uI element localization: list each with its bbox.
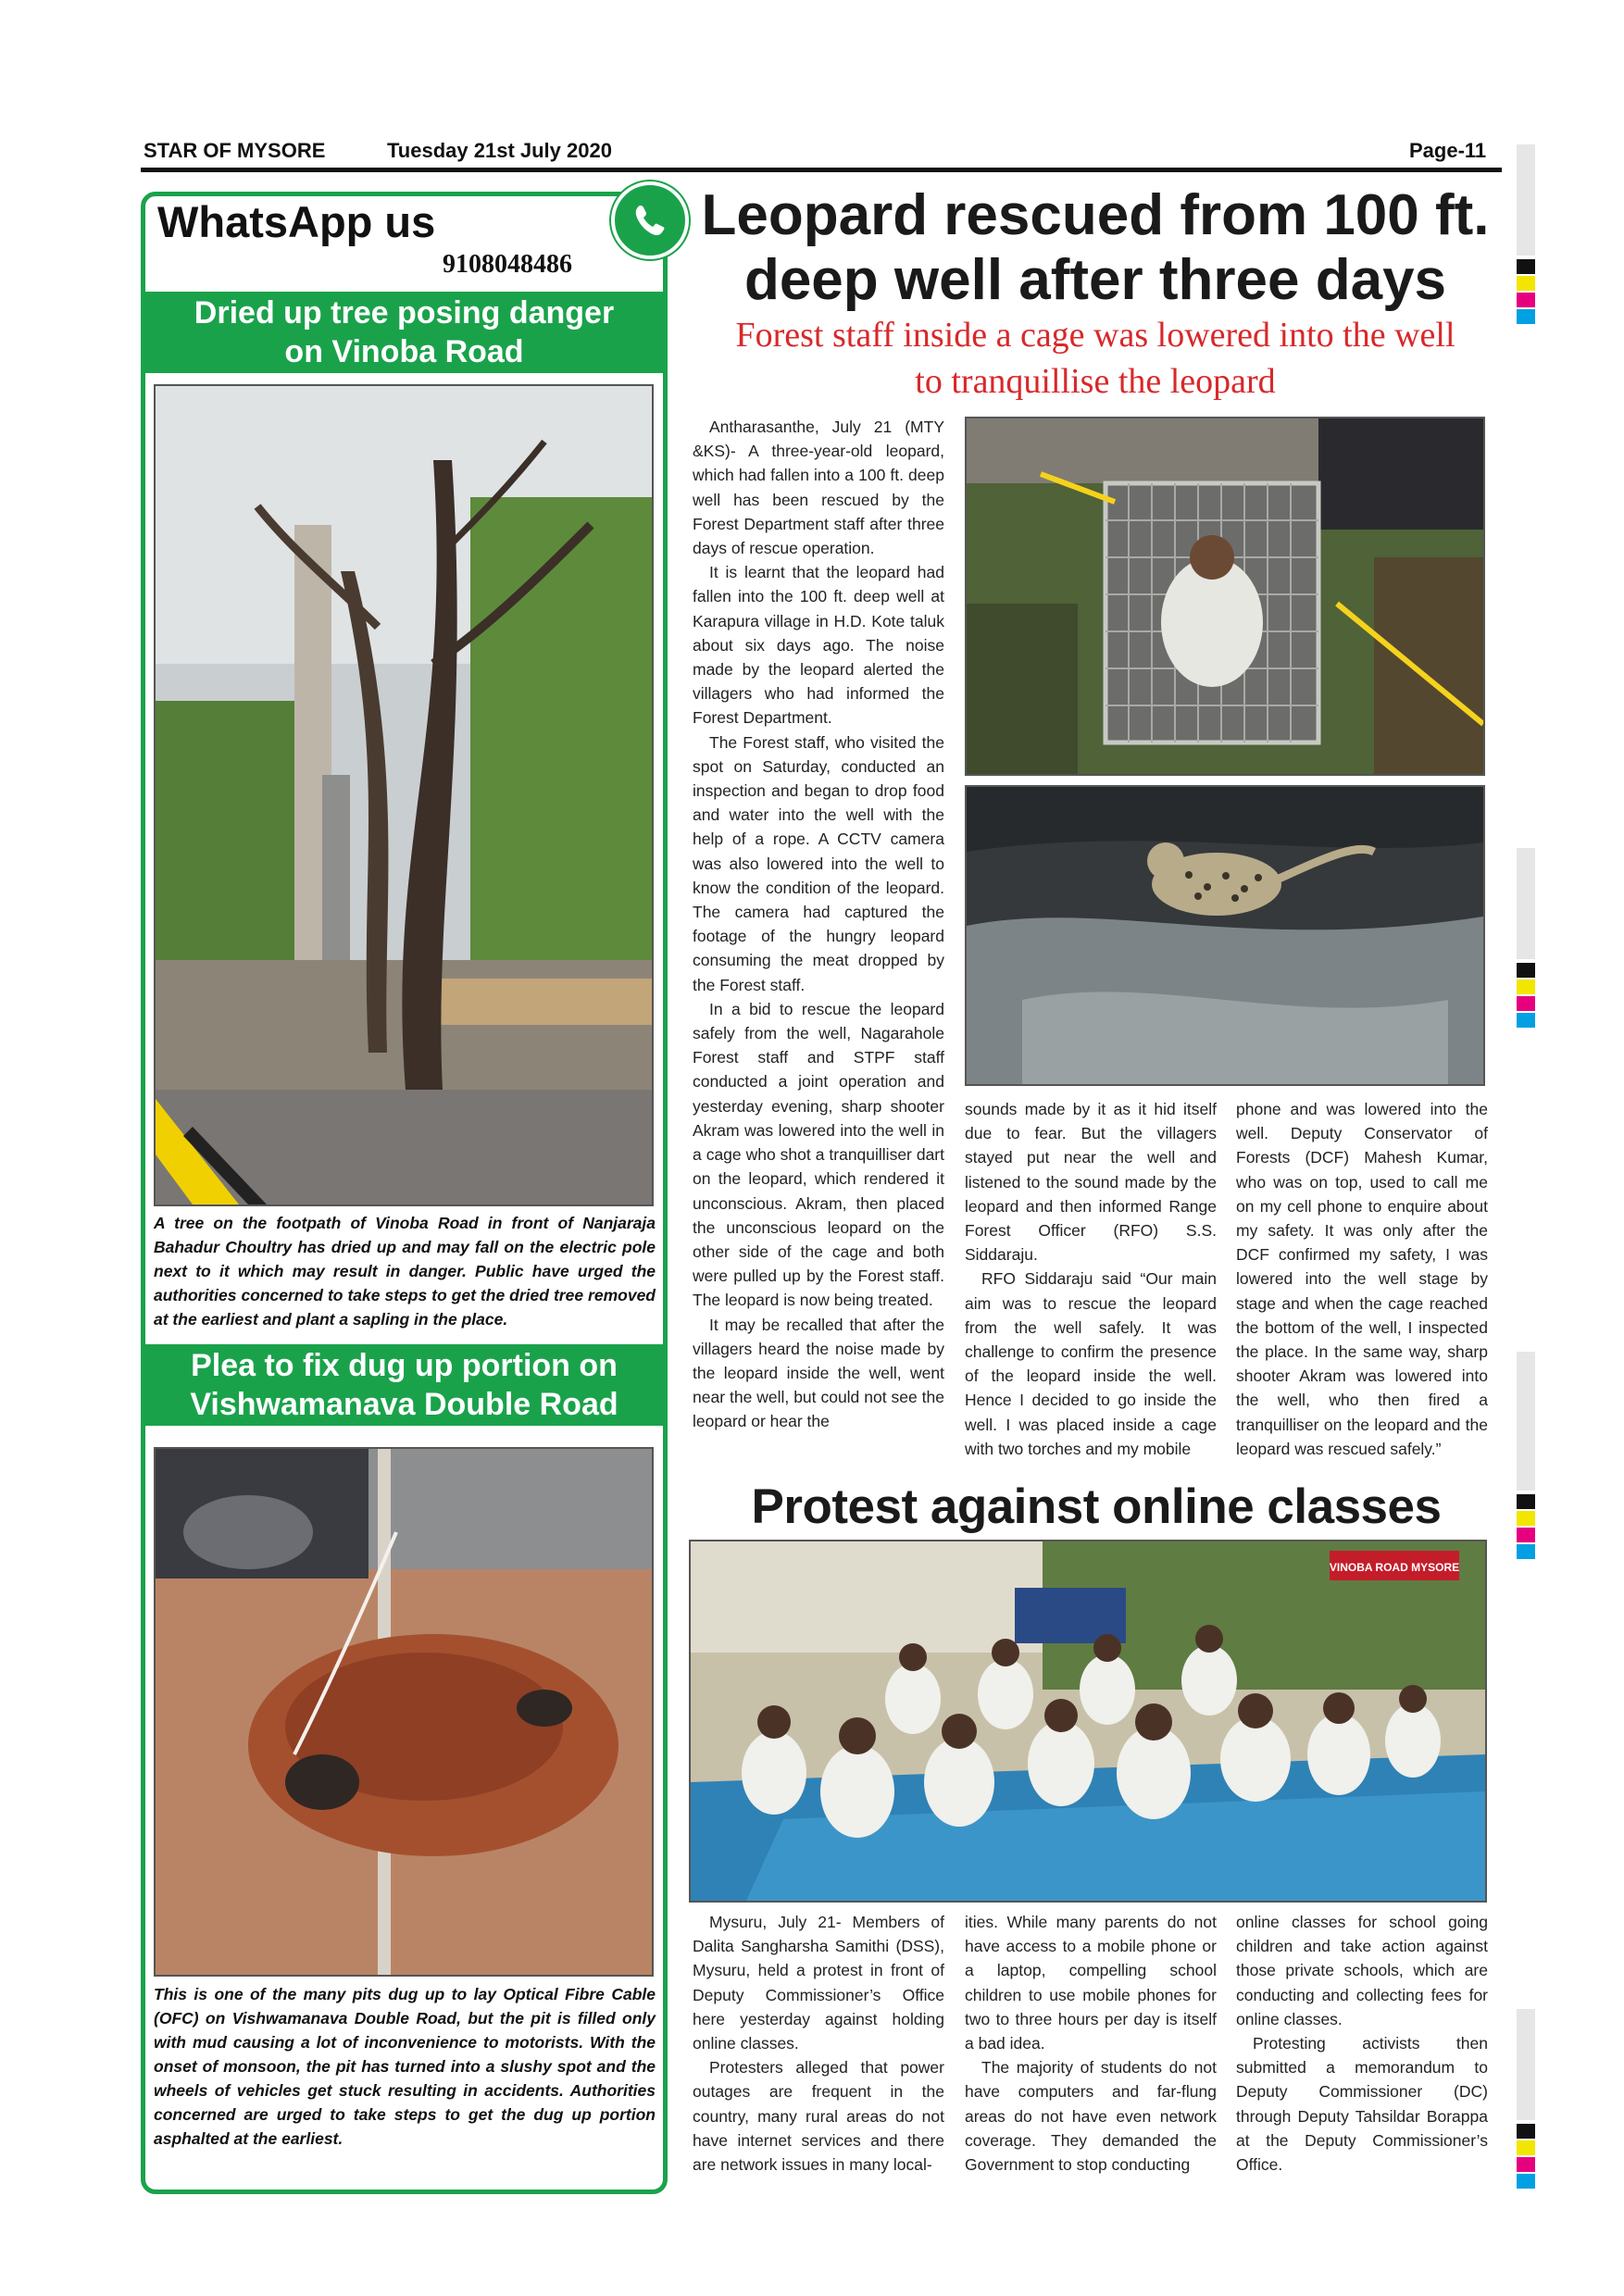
lead-paragraph: It is learnt that the leopard had fallen into the 100 ft. deep well at Karapura village in H.D. Kote taluk about six days ago. The noise made by the leopard alerted the villagers who had informed the Forest Department. <box>693 563 944 728</box>
story-road-title-line1: Plea to fix dug up portion on <box>191 1348 618 1383</box>
whatsapp-phone-icon <box>611 181 689 259</box>
lead-column-2 <box>965 1097 1217 1461</box>
story-tree-title <box>145 292 663 373</box>
swatch-black <box>1517 2124 1535 2139</box>
protest-headline: Protest against online classes <box>751 1479 1442 1534</box>
swatch-cyan <box>1517 2174 1535 2189</box>
swatch-magenta <box>1517 996 1535 1011</box>
protest-column-2 <box>965 1910 1217 2177</box>
swatch-yellow <box>1517 1511 1535 1526</box>
lead-column-1 <box>693 415 944 1434</box>
swatch-cyan <box>1517 309 1535 324</box>
dried-tree-photo <box>154 384 654 1206</box>
protest-paragraph: online classes for school going children and take action against those private schools, which are conducting and collecting fees for online classes. <box>1236 1913 1488 2028</box>
swatch-black <box>1517 1494 1535 1509</box>
whatsapp-number: 9108048486 <box>443 250 572 279</box>
protest-banner-text: VINOBA ROAD MYSORE <box>1329 1561 1460 1574</box>
story-road-title-line2: Vishwamanava Double Road <box>190 1387 618 1422</box>
protest-paragraph: Mysuru, July 21- Members of Dalita Sangharsha Samithi (DSS), Mysuru, held a protest in front of Deputy Commissioner’s Office here yesterday against holding online classes. <box>693 1913 944 2053</box>
story-road-caption: This is one of the many pits dug up to lay Optical Fibre Cable (OFC) on Vishwamanava Double Road, but the pit is filled only with mud causing a lot of inconvenience to motorists. With the onset of monsoon, the pit has turned into a slushy spot and the wheels of vehicles get stuck resulting in accidents. Authorities concerned are urged to take steps to get the dug up portion asphalted at the earliest. <box>154 1985 656 2148</box>
swatch-magenta <box>1517 1528 1535 1542</box>
swatch-cyan <box>1517 1544 1535 1559</box>
lead-paragraph: It may be recalled that after the villagers heard the noise made by the leopard inside the well, went near the well, but could not see the leopard or hear the <box>693 1315 944 1431</box>
publication-name: STAR OF MYSORE <box>144 139 326 162</box>
swatch-yellow <box>1517 980 1535 994</box>
protest-photo <box>689 1540 1487 1903</box>
protest-paragraph: The majority of students do not have computers and far-flung areas do not have even network coverage. They demanded the Government to stop conducting <box>965 2058 1217 2175</box>
story-tree-title-line2: on Vinoba Road <box>284 334 524 369</box>
print-strip <box>1517 848 1535 959</box>
swatch-black <box>1517 963 1535 978</box>
print-strip <box>1517 2009 1535 2120</box>
story-tree-caption: A tree on the footpath of Vinoba Road in front of Nanjaraja Bahadur Choultry has dried up and may fall on the electric pole next to it which may result in danger. Public have urged the authorities concerned to take steps to get the dried tree removed at the earliest and plant a sapling in the place. <box>154 1214 656 1329</box>
protest-column-3 <box>1236 1910 1488 2177</box>
lead-paragraph: phone and was lowered into the well. Deputy Conservator of Forests (DCF) Mahesh Kumar, who was on top, used to call me on my cell phone to enquire about my safety. It was only after the DCF confirmed my safety, I was lowered into the well stage by stage and when the cage reached the bottom of the well, I inspected the place. In the same way, sharp shooter Akram was lowered into the well, who then fired a tranquilliser on the leopard and the leopard was rescued safely.” <box>1236 1100 1488 1458</box>
lead-headline-line2: deep well after three days <box>743 248 1447 312</box>
swatch-cyan <box>1517 1013 1535 1028</box>
lead-subheadline <box>685 312 1505 405</box>
whatsapp-label: WhatsApp us <box>157 197 436 246</box>
print-strip <box>1517 1352 1535 1491</box>
protest-paragraph: Protesting activists then submitted a memorandum to Deputy Commissioner (DC) through Deputy Tahsildar Borappa at the Deputy Commissioner’s Office. <box>1236 2034 1488 2175</box>
lead-paragraph: The Forest staff, who visited the spot on Saturday, conducted an inspection and began to drop food and water into the well with the help of a rope. A CCTV camera was also lowered into the well to know the condition of the leopard. The camera had captured the footage of the hungry leopard consuming the meat dropped by the Forest staff. <box>693 732 944 994</box>
lead-headline-line1: Leopard rescued from 100 ft. <box>701 183 1490 247</box>
swatch-black <box>1517 259 1535 274</box>
lead-paragraph: In a bid to rescue the leopard safely from the well, Nagarahole Forest staff and STPF staff conducted a joint operation and yesterday evening, sharp shooter Akram was lowered into the well in a cage who shot a tranquilliser dart on the leopard, which rendered it unconscious. Akram, then placed the unconscious leopard on the other side of the cage and both were pulled up by the Forest staff. The leopard is now being treated. <box>693 999 944 1310</box>
lead-subheadline-line1: Forest staff inside a cage was lowered into the well <box>735 316 1455 355</box>
header-rule <box>141 168 1502 172</box>
protest-paragraph: ities. While many parents do not have access to a mobile phone or a laptop, compelling school children to use mobile phones for two to three hours per day is itself a bad idea. <box>965 1913 1217 2053</box>
swatch-magenta <box>1517 293 1535 307</box>
lead-paragraph: RFO Siddaraju said “Our main aim was to rescue the leopard from the well safely. It was challenge to confirm the presence of the leopard inside the well. Hence I decided to go inside the well. I was placed inside a cage with two torches and my mobile <box>965 1269 1217 1458</box>
leopard-cage-photo <box>965 417 1485 776</box>
protest-column-1 <box>693 1910 944 2177</box>
lead-headline <box>685 183 1505 313</box>
lead-column-3 <box>1236 1097 1488 1461</box>
leopard-in-well-photo <box>965 785 1485 1086</box>
swatch-yellow <box>1517 276 1535 291</box>
dug-up-road-photo <box>154 1447 654 1977</box>
protest-paragraph: Protesters alleged that power outages are frequent in the country, many rural areas do not have internet services and there are network issues in many local- <box>693 2058 944 2175</box>
swatch-yellow <box>1517 2140 1535 2155</box>
lead-paragraph: sounds made by it as it hid itself due to fear. But the villagers stayed put near the well and listened to the sound made by the leopard and then informed Range Forest Officer (RFO) S.S. Siddaraju. <box>965 1100 1217 1265</box>
story-road-title <box>145 1344 663 1426</box>
print-strip <box>1517 144 1535 256</box>
lead-paragraph: Antharasanthe, July 21 (MTY &KS)- A three-year-old leopard, which had fallen into a 100 ft. deep well has been rescued by the Forest Department staff after three days of rescue operation. <box>693 418 944 558</box>
story-tree-title-line1: Dried up tree posing danger <box>194 295 615 331</box>
page-number: Page-11 <box>1409 139 1487 162</box>
lead-subheadline-line2: to tranquillise the leopard <box>915 362 1276 401</box>
issue-date: Tuesday 21st July 2020 <box>387 139 612 162</box>
swatch-magenta <box>1517 2157 1535 2172</box>
